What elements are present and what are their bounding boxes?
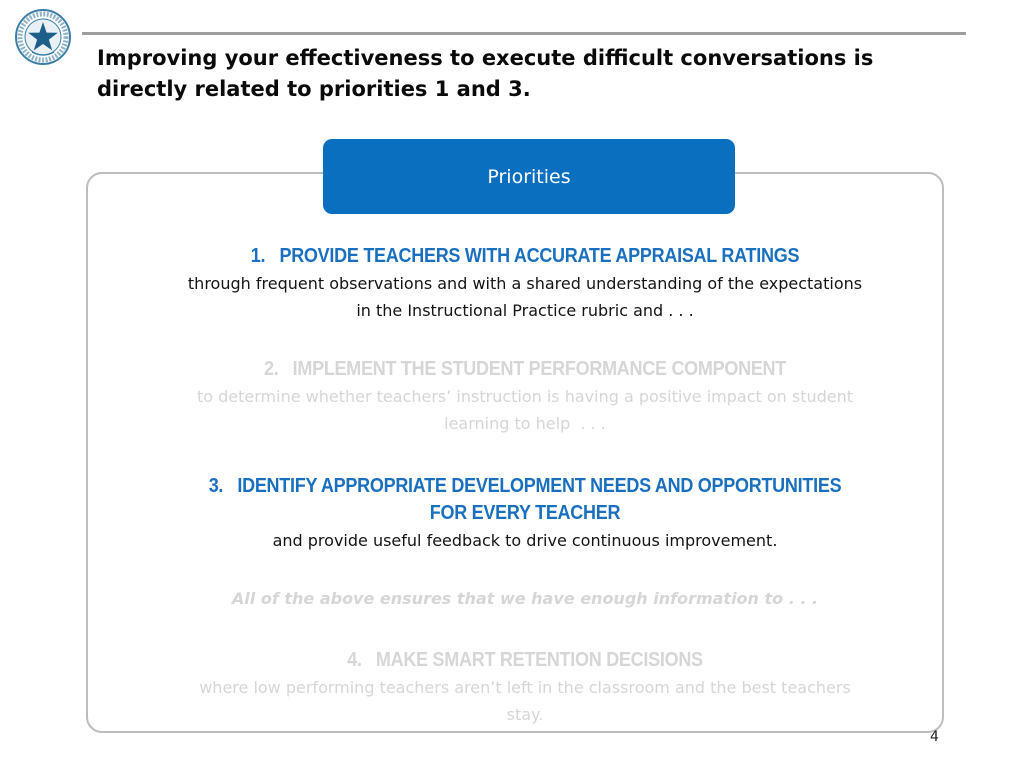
priority-3-description (135, 527, 915, 554)
priority-4-heading: 4. MAKE SMART RETENTION DECISIONS (347, 649, 703, 671)
priority-1 (130, 243, 920, 324)
priority-4-description (135, 674, 915, 728)
priority-3-heading-line-2: FOR EVERY TEACHER (429, 502, 621, 524)
priority-3-heading-line-1: 3. IDENTIFY APPROPRIATE DEVELOPMENT NEEDS AND OPPORTUNITIES (208, 475, 842, 497)
priority-1-desc-line-2: in the Instructional Practice rubric and . . . (356, 301, 694, 320)
priority-1-desc-line-1: through frequent observations and with a shared understanding of the expectations (187, 274, 863, 293)
star-seal-icon (14, 8, 72, 66)
priorities-tab-label: Priorities (487, 166, 571, 188)
priority-4-desc-line-2: stay. (506, 705, 544, 724)
page-number: 4 (930, 729, 939, 745)
priority-2 (130, 356, 920, 437)
summary-note: All of the above ensures that we have enough information to . . . (231, 589, 819, 608)
priority-1-heading: 1. PROVIDE TEACHERS WITH ACCURATE APPRAISAL RATINGS (250, 245, 800, 267)
priority-1-description (135, 270, 915, 324)
title-line-1: Improving your effectiveness to execute difficult conversations is (97, 46, 874, 70)
top-divider (82, 32, 966, 35)
priority-3 (130, 473, 920, 554)
priority-4 (130, 647, 920, 728)
priority-2-description (135, 383, 915, 437)
priority-3-heading (170, 473, 881, 527)
page-title (97, 43, 957, 105)
priorities-tab (323, 139, 735, 214)
priority-2-desc-line-2: learning to help . . . (444, 414, 606, 433)
priority-2-heading: 2. IMPLEMENT THE STUDENT PERFORMANCE COMPONENT (263, 358, 787, 380)
title-line-2: directly related to priorities 1 and 3. (97, 77, 531, 101)
priority-4-desc-line-1: where low performing teachers aren’t left in the classroom and the best teachers (199, 678, 851, 697)
priority-3-desc-line-1: and provide useful feedback to drive continuous improvement. (272, 531, 778, 550)
priority-2-desc-line-1: to determine whether teachers’ instruction is having a positive impact on student (196, 387, 854, 406)
